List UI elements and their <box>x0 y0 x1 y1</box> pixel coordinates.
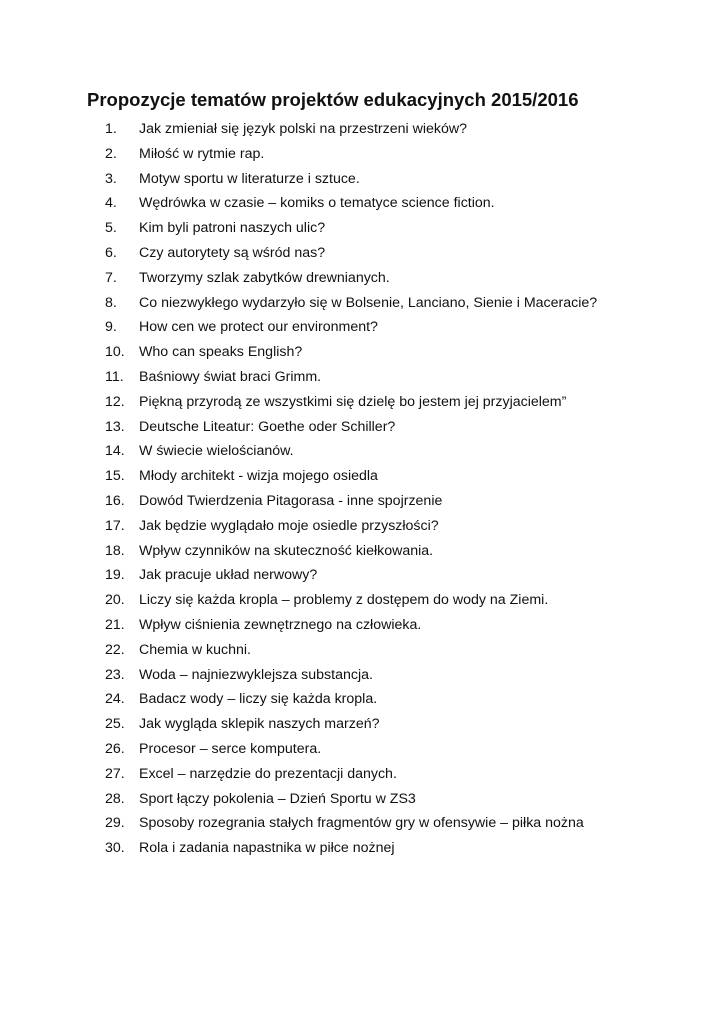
item-number: 6. <box>105 244 117 261</box>
item-text: Kim byli patroni naszych ulic? <box>139 220 326 237</box>
item-number: 7. <box>105 269 117 286</box>
item-text: Co niezwykłego wydarzyło się w Bolsenie, Lanciano, Sienie i Maceracie? <box>139 294 598 311</box>
item-text: Sport łączy pokolenia – Dzień Sportu w ZS3 <box>139 790 416 807</box>
item-number: 13. <box>105 418 125 435</box>
item-text: Jak pracuje układ nerwowy? <box>139 567 318 584</box>
item-number: 2. <box>105 145 117 162</box>
item-text: Młody architekt - wizja mojego osiedla <box>139 468 378 485</box>
item-text: Chemia w kuchni. <box>139 641 251 658</box>
item-number: 21. <box>105 616 125 633</box>
item-text: Tworzymy szlak zabytków drewnianych. <box>139 269 390 286</box>
item-text: Rola i zadania napastnika w piłce nożnej <box>139 840 395 857</box>
document-title: Propozycje tematów projektów edukacyjnych 2015/2016 <box>87 89 579 110</box>
item-number: 23. <box>105 666 125 683</box>
item-text: Liczy się każda kropla – problemy z dostępem do wody na Ziemi. <box>139 592 549 609</box>
item-text: Baśniowy świat braci Grimm. <box>139 368 322 385</box>
item-text: Procesor – serce komputera. <box>139 740 322 757</box>
item-number: 11. <box>105 368 124 385</box>
item-text: Motyw sportu w literaturze i sztuce. <box>139 170 360 187</box>
item-number: 5. <box>105 220 117 237</box>
item-number: 25. <box>105 716 125 733</box>
item-text: W świecie wielościanów. <box>139 443 294 460</box>
item-number: 24. <box>105 691 125 708</box>
item-text: Excel – narzędzie do prezentacji danych. <box>139 765 397 782</box>
item-number: 8. <box>105 294 117 311</box>
item-number: 20. <box>105 592 125 609</box>
item-number: 22. <box>105 641 125 658</box>
item-text: Miłość w rytmie rap. <box>139 145 265 162</box>
item-number: 17. <box>105 517 125 534</box>
item-text: Dowód Twierdzenia Pitagorasa - inne spojrzenie <box>139 492 443 509</box>
item-number: 10. <box>105 344 125 361</box>
item-number: 19. <box>105 567 125 584</box>
item-number: 15. <box>105 468 125 485</box>
item-number: 12. <box>105 393 125 410</box>
item-number: 16. <box>105 492 125 509</box>
item-text: Badacz wody – liczy się każda kropla. <box>139 691 378 708</box>
item-number: 1. <box>105 121 117 137</box>
item-text: Wpływ czynników na skuteczność kiełkowania. <box>139 542 434 559</box>
item-number: 29. <box>105 815 125 832</box>
item-text: Piękną przyrodą ze wszystkimi się dzielę bo jestem jej przyjacielem” <box>139 393 567 410</box>
item-text: Jak będzie wyglądało moje osiedle przyszłości? <box>139 517 439 534</box>
item-text: Czy autorytety są wśród nas? <box>139 244 326 261</box>
item-number: 28. <box>105 790 125 807</box>
item-text: Jak zmieniał się język polski na przestrzeni wieków? <box>139 121 468 137</box>
item-text: How cen we protect our environment? <box>139 319 378 336</box>
item-text: Wędrówka w czasie – komiks o tematyce science fiction. <box>139 195 495 212</box>
item-text: Sposoby rozegrania stałych fragmentów gry w ofensywie – piłka nożna <box>139 815 584 832</box>
item-number: 18. <box>105 542 125 559</box>
item-text: Wpływ ciśnienia zewnętrznego na człowieka. <box>139 616 422 633</box>
item-number: 26. <box>105 740 125 757</box>
item-number: 30. <box>105 840 125 857</box>
item-text: Jak wygląda sklepik naszych marzeń? <box>139 716 380 733</box>
item-number: 14. <box>105 443 125 460</box>
item-number: 27. <box>105 765 125 782</box>
item-number: 3. <box>105 170 117 187</box>
item-text: Who can speaks English? <box>139 344 303 361</box>
item-text: Deutsche Liteatur: Goethe oder Schiller? <box>139 418 396 435</box>
item-number: 4. <box>105 195 117 212</box>
item-text: Woda – najniezwyklejsza substancja. <box>139 666 373 683</box>
item-number: 9. <box>105 319 117 336</box>
